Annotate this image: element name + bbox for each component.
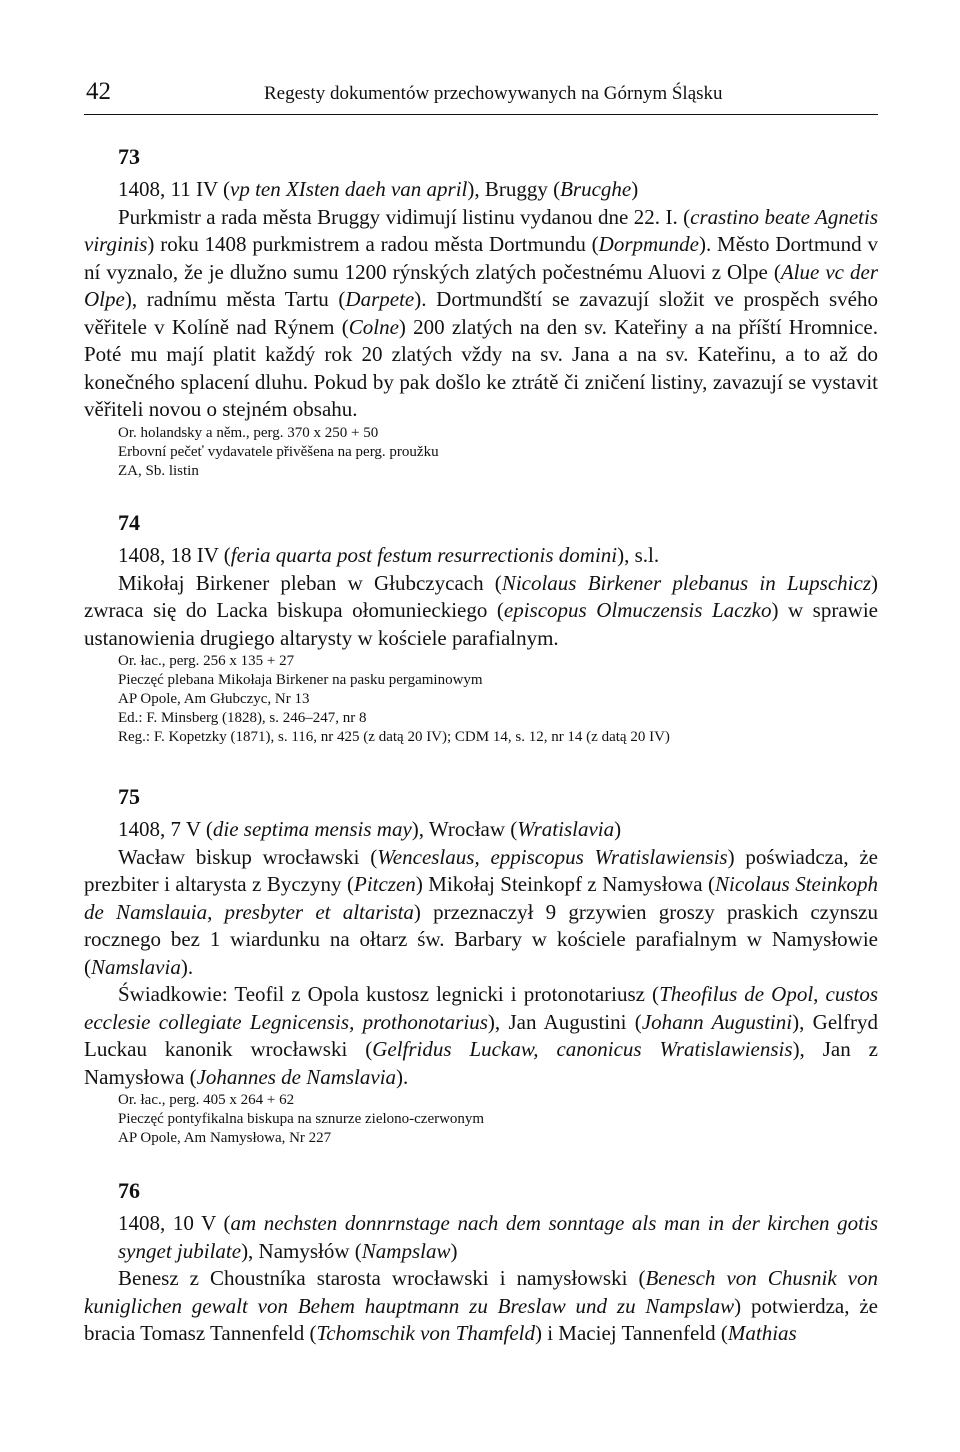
entry-note: Or. łac., perg. 405 x 264 + 62	[118, 1092, 295, 1108]
entry-date: 1408, 11 IV (vp ten XIsten daeh van april), Bruggy (Brucghe)	[118, 177, 639, 201]
entry-note: Or. łac., perg. 256 x 135 + 27	[118, 653, 295, 669]
entry-note: Or. holandsky a něm., perg. 370 x 250 + 50	[118, 424, 379, 441]
entry-note: AP Opole, Am Głubczyc, Nr 13	[118, 691, 310, 707]
page-number: 42	[86, 78, 111, 105]
entry-number: 75	[118, 784, 140, 809]
page-header	[84, 78, 878, 115]
entry-date: 1408, 10 V (am nechsten donnrnstage nach dem sonntage als man in der kirchen gotis synget jubilate), Namysłów (Nampslaw)	[118, 1211, 878, 1263]
entry-note: AP Opole, Am Namysłowa, Nr 227	[118, 1130, 332, 1146]
entry-76	[84, 1176, 878, 1348]
entry-number: 73	[118, 144, 140, 169]
entry-note: Erbovní pečeť vydavatele přivěšena na perg. proužku	[118, 443, 439, 460]
running-title: Regesty dokumentów przechowywanych na Górnym Śląsku	[264, 83, 723, 104]
entry-74	[84, 508, 878, 747]
entry-73	[84, 142, 878, 481]
entry-summary: Purkmistr a rada města Bruggy vidimují listinu vydanou dne 22. I. (crastino beate Agnetis virginis) roku 1408 purkmistrem a radou města Dortmundu (Dorpmunde). Město Dortmund v ní vyznalo, že je dlužno sumu 1200 rýnských zlatých počestnému Aluovi z Olpe (Alue vc der Olpe), radnímu města Tartu (Darpete). Dortmundští se zavazují složit ve prospěch svého věřitele v Kolíně nad Rýnem (Colne) 200 zlatých na den sv. Kateřiny a na příští Hromnice. Poté mu mají platit každý rok 20 zlatých vždy na sv. Jana a na sv. Kateřinu, a to až do konečného splacení dluhu. Pokud by pak došlo ke ztrátě či zničení listiny, zavazují se vystavit věřiteli novou o stejném obsahu.	[84, 204, 879, 421]
entry-number: 74	[118, 510, 140, 535]
entry-note: Reg.: F. Kopetzky (1871), s. 116, nr 425 (z datą 20 IV); CDM 14, s. 12, nr 14 (z datą 20 IV)	[118, 729, 670, 745]
entry-number: 76	[118, 1178, 140, 1203]
entry-note: ZA, Sb. listin	[118, 462, 199, 479]
entry-summary: Benesz z Choustníka starosta wrocławski i namysłowski (Benesch von Chusnik von kuniglichen gewalt von Behem hauptmann zu Breslaw und zu Nampslaw) potwierdza, że bracia Tomasz Tannenfeld (Tchomschik von Thamfeld) i Maciej Tannenfeld (Mathias	[84, 1266, 878, 1345]
entry-date: 1408, 7 V (die septima mensis may), Wrocław (Wratislavia)	[118, 817, 622, 841]
entry-note: Ed.: F. Minsberg (1828), s. 246–247, nr 8	[118, 710, 367, 726]
entry-note: Pieczęć pontyfikalna biskupa na sznurze zielono-czerwonym	[118, 1111, 485, 1127]
entry-summary: Wacław biskup wrocławski (Wenceslaus, eppiscopus Wratislawiensis) poświadcza, że prezbiter i altarysta z Byczyny (Pitczen) Mikołaj Steinkopf z Namysłowa (Nicolaus Steinkoph de Namslauia, presbyter et altarista) przeznaczył 9 grzywien groszy praskich czynszu rocznego bez 1 wiardunku na ołtarz św. Barbary w kościele parafialnym w Namysłowie (Namslavia).	[84, 844, 879, 979]
entry-summary: Mikołaj Birkener pleban w Głubczycach (Nicolaus Birkener plebanus in Lupschicz) zwraca się do Lacka biskupa ołomunieckiego (episcopus Olmuczensis Laczko) w sprawie ustanowienia drugiego altarysty w kościele parafialnym.	[84, 570, 878, 650]
entry-witnesses: Świadkowie: Teofil z Opola kustosz legnicki i protonotariusz (Theofilus de Opol, custos ecclesie collegiate Legnicensis, prothonotarius), Jan Augustini (Johann Augustini), Gelfryd Luckau kanonik wrocławski (Gelfridus Luckaw, canonicus Wratislawiensis), Jan z Namysłowa (Johannes de Namslavia).	[84, 982, 879, 1089]
entry-note: Pieczęć plebana Mikołaja Birkener na pasku pergaminowym	[118, 672, 483, 688]
entry-date: 1408, 18 IV (feria quarta post festum resurrectionis domini), s.l.	[118, 543, 660, 567]
entry-75	[84, 782, 878, 1148]
